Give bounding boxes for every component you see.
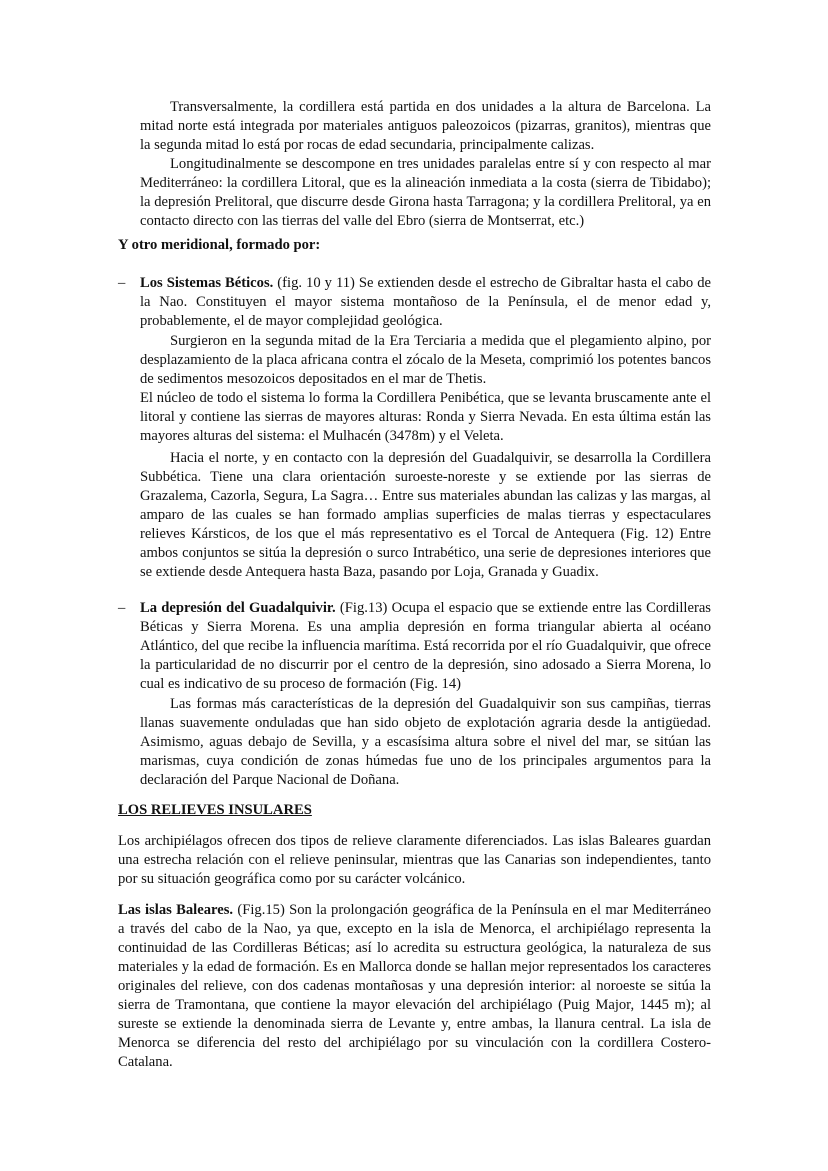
beticos-title: Los Sistemas Béticos.: [140, 275, 274, 291]
paragraph-baleares: [118, 901, 711, 1072]
beticos-intro-text: (fig. 10 y 11) Se extienden desde el estrecho de Gibraltar hasta el cabo de la Nao. Constituyen el mayor sistema montañoso de la Península, el de menor edad y, probablemente, el de mayor complejidad geológica.: [140, 275, 711, 329]
meridional-heading: Y otro meridional, formado por:: [118, 237, 321, 253]
paragraph-hacia-norte: Hacia el norte, y en contacto con la depresión del Guadalquivir, se desarrolla la Cordillera Subbética. Tiene una clara orientación suroeste-noreste y se extiende por las sierras de Grazalema, Cazorla, Segura, La Sagra… Entre sus materiales abundan las calizas y las margas, al amparo de las cuales se han formado amplias superficies de malas tierras y espectaculares relieves Kársticos, de los que el más representativo es el Torcal de Antequera (Fig. 12) Entre ambos conjuntos se sitúa la depresión o surco Intrabético, una serie de depresiones interiores que se extiende desde Antequera hasta Baza, pasando por Loja, Granada y Guadix.: [140, 450, 711, 580]
paragraph-formas: Las formas más características de la depresión del Guadalquivir son sus campiñas, tierras llanas suavemente onduladas que han sido objeto de explotación agraria desde la antigüedad. Asimismo, aguas debajo de Sevilla, y a escasísima altura sobre el nivel del mar, se sitúan las marismas, cuya condición de zonas húmedas fue uno de los principales argumentos para la declaración del Parque Nacional de Doñana.: [140, 696, 711, 788]
paragraph-transversal: Transversalmente, la cordillera está partida en dos unidades a la altura de Barcelona. La mitad norte está integrada por materiales antiguos paleozoicos (pizarras, granitos), mientras que la segunda mitad lo está por rocas de edad secundaria, principalmente calizas.: [140, 99, 711, 153]
baleares-body: (Fig.15) Son la prolongación geográfica de la Península en el mar Mediterráneo a través del cabo de la Nao, ya que, excepto en la isla de Menorca, el archipiélago representa la continuidad de las Cordilleras Béticas; así lo acredita su estructura geológica, la naturaleza de sus materiales y la edad de formación. Es en Mallorca donde se hallan mejor representados los caracteres originales del relieve, con dos cadenas montañosas y una depresión interior: al noroeste se sitúa la sierra de Tramontana, que contiene la mayor elevación del archipiélago (Puig Major, 1445 m); al sureste se extiende la denominada sierra de Levante y, entre ambas, la llanura central. La isla de Menorca se diferencia del resto del archipiélago por su vinculación con la cordillera Costero-Catalana.: [118, 902, 711, 1070]
guadalquivir-intro-text: (Fig.13) Ocupa el espacio que se extiende entre las Cordilleras Béticas y Sierra Morena. Es una amplia depresión en forma triangular abierta al océano Atlántico, del que recibe la influencia marítima. Está recorrida por el río Guadalquivir, que ofrece la particularidad de no discurrir por el centro de la depresión, sino adosado a Sierra Morena, lo cual es indicativo de su proceso de formación (Fig. 14): [140, 600, 711, 692]
beticos-intro: [140, 274, 711, 331]
paragraph-surgieron: Surgieron en la segunda mitad de la Era Terciaria a medida que el plegamiento alpino, por desplazamiento de la placa africana contra el zócalo de la Meseta, comprimió los potentes bancos de sedimentos mesozoicos depositados en el mar de Thetis.: [140, 333, 711, 387]
list-dash: –: [118, 600, 126, 616]
insulares-heading: LOS RELIEVES INSULARES: [118, 802, 312, 818]
baleares-title: Las islas Baleares.: [118, 902, 234, 918]
paragraph-archipielagos: Los archipiélagos ofrecen dos tipos de relieve claramente diferenciados. Las islas Baleares guardan una estrecha relación con el relieve peninsular, mientras que las Canarias son independientes, tanto por su situación geográfica como por su carácter volcánico.: [118, 833, 711, 887]
paragraph-longitudinal: Longitudinalmente se descompone en tres unidades paralelas entre sí y con respecto al mar Mediterráneo: la cordillera Litoral, que es la alineación inmediata a la costa (sierra de Tibidabo); la depresión Prelitoral, que discurre desde Girona hasta Tarragona; y la cordillera Prelitoral, ya en contacto directo con las tierras del valle del Ebro (sierra de Montserrat, etc.): [140, 156, 711, 229]
guadalquivir-title: La depresión del Guadalquivir.: [140, 600, 336, 616]
paragraph-nucleo: El núcleo de todo el sistema lo forma la Cordillera Penibética, que se levanta bruscamente ante el litoral y contiene las sierras de mayores alturas: Ronda y Sierra Nevada. En esta última están las mayores alturas del sistema: el Mulhacén (3478m) y el Veleta.: [140, 390, 711, 444]
list-dash: –: [118, 275, 126, 291]
guadalquivir-intro: [140, 599, 711, 694]
